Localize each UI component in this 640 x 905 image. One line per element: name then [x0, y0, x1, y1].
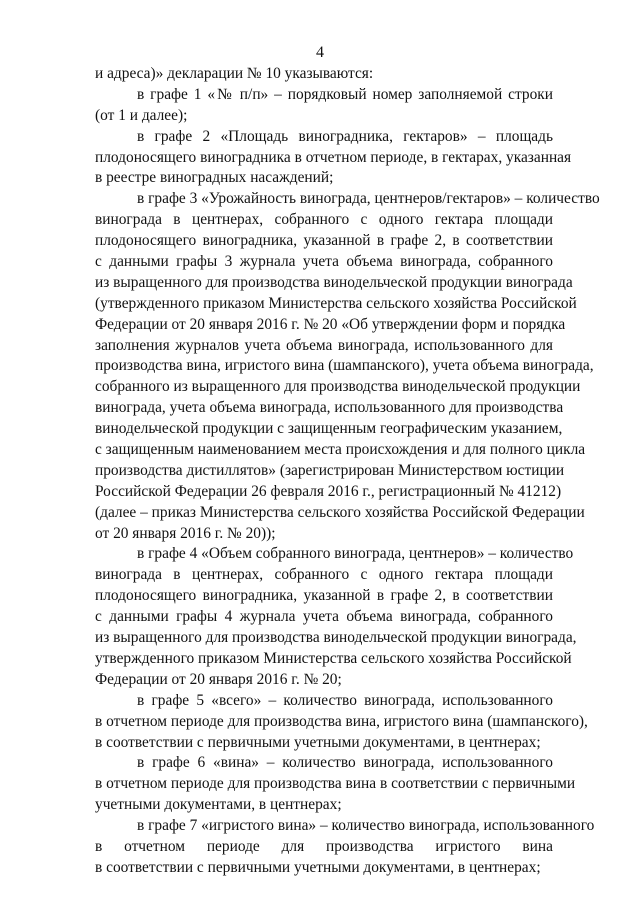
document-body: [95, 64, 600, 879]
text-line: производства дистиллятов» (зарегистрирован Министерством юстиции: [95, 461, 565, 479]
text-line: винодельческой продукции с защищенным географическим указанием,: [95, 420, 563, 438]
text-line: в отчетном периоде для производства вина, игристого вина (шампанского),: [95, 712, 588, 730]
text-line: из выращенного для производства винодельческой продукции винограда,: [95, 629, 577, 647]
text-line: с данными графы 4 журнала учета объема винограда, собранного: [95, 608, 553, 626]
text-line: с защищенным наименованием места происхождения и для полного цикла: [95, 441, 586, 459]
text-line: (утвержденного приказом Министерства сельского хозяйства Российской: [95, 294, 577, 312]
text-line: (далее – приказ Министерства сельского хозяйства Российской Федерации: [95, 503, 585, 521]
text-line: в графе 1 «№ п/п» – порядковый номер заполняемой строки: [137, 85, 553, 103]
text-line: из выращенного для производства винодельческой продукции винограда: [95, 273, 573, 291]
text-line: плодоносящего виноградника в отчетном периоде, в гектарах, указанная: [95, 148, 572, 166]
text-line: Федерации от 20 января 2016 г. № 20 «Об утверждении форм и порядка: [95, 315, 566, 333]
text-line: плодоносящего виноградника, указанной в графе 2, в соответствии: [95, 587, 553, 605]
text-line: в графе 4 «Объем собранного винограда, центнеров» – количество: [137, 545, 574, 563]
text-line: в графе 6 «вина» – количество винограда, использованного: [137, 754, 553, 772]
text-line: Федерации от 20 января 2016 г. № 20;: [95, 670, 342, 688]
text-line: в графе 5 «всего» – количество винограда, использованного: [137, 691, 553, 709]
text-line: в соответствии с первичными учетными документами, в центнерах;: [95, 733, 541, 751]
text-line: винограда, учета объема винограда, использованного для производства: [95, 399, 564, 417]
text-line: Российской Федерации 26 февраля 2016 г., регистрационный № 41212): [95, 482, 562, 500]
text-line: производства вина, игристого вина (шампанского), учета объема винограда,: [95, 357, 594, 375]
text-line: в графе 7 «игристого вина» – количество винограда, использованного: [137, 817, 595, 835]
text-line: винограда в центнерах, собранного с одного гектара площади: [95, 566, 553, 584]
text-line: в отчетном периоде для производства игристого вина: [95, 837, 553, 855]
text-line: учетными документами, в центнерах;: [95, 796, 342, 814]
text-line: в графе 3 «Урожайность винограда, центнеров/гектаров» – количество: [137, 190, 600, 208]
text-line: с данными графы 3 журнала учета объема винограда, собранного: [95, 253, 553, 271]
text-line: в отчетном периоде для производства вина в соответствии с первичными: [95, 775, 576, 793]
text-line: в соответствии с первичными учетными документами, в центнерах;: [95, 858, 541, 876]
text-line: плодоносящего виноградника, указанной в графе 2, в соответствии: [95, 232, 553, 250]
text-line: утвержденного приказом Министерства сельского хозяйства Российской: [95, 649, 572, 667]
text-line: заполнения журналов учета объема винограда, использованного для: [95, 336, 553, 354]
page-number: 4: [316, 44, 324, 61]
text-line: и адреса)» декларации № 10 указываются:: [95, 65, 374, 82]
text-line: в графе 2 «Площадь виноградника, гектаров» – площадь: [137, 127, 553, 145]
text-line: собранного из выращенного для производства винодельческой продукции: [95, 378, 581, 396]
text-line: в реестре виноградных насаждений;: [95, 169, 334, 187]
text-line: (от 1 и далее);: [95, 106, 188, 124]
text-line: от 20 января 2016 г. № 20));: [95, 524, 276, 542]
text-line: винограда в центнерах, собранного с одного гектара площади: [95, 211, 553, 229]
